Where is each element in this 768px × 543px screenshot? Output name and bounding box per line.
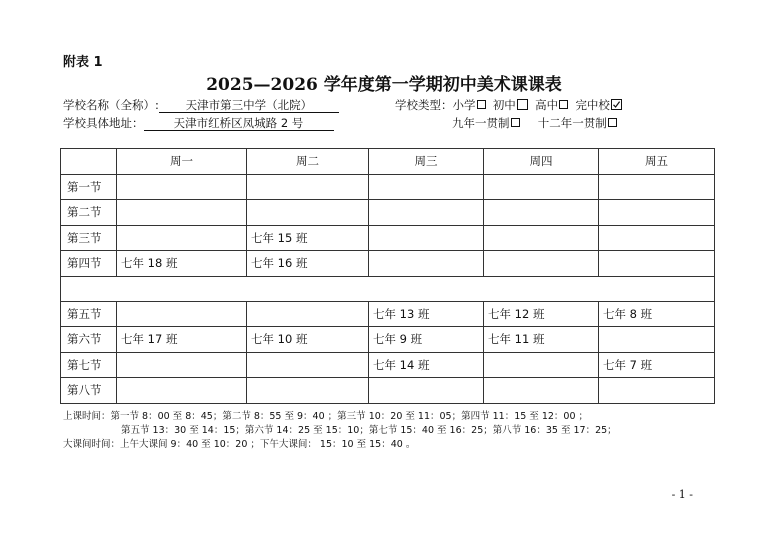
class-cell [484, 174, 599, 200]
table-row [61, 251, 715, 277]
class-cell [484, 225, 599, 251]
period-label: 第三节 [61, 225, 117, 251]
school-type-row [395, 97, 622, 113]
class-cell: 七年 10 班 [247, 327, 369, 353]
table-row [61, 352, 715, 378]
checkbox-complete-checked[interactable] [611, 99, 622, 110]
period-label: 第八节 [61, 378, 117, 404]
class-cell [117, 378, 247, 404]
period-label: 第一节 [61, 174, 117, 200]
break-cell [61, 276, 715, 301]
class-cell: 七年 16 班 [247, 251, 369, 277]
class-time-line-1: 上课时间：第一节 8：00 至 8：45；第二节 8：55 至 9：40 ；第三节 10：20 至 11：05；第四节 11：15 至 12：00 ； [63, 411, 589, 422]
class-cell [117, 200, 247, 226]
class-cell [484, 378, 599, 404]
checkbox-nine-year[interactable] [511, 118, 520, 127]
class-cell: 七年 7 班 [599, 352, 715, 378]
class-cell [369, 225, 484, 251]
class-cell [369, 174, 484, 200]
class-cell: 七年 11 班 [484, 327, 599, 353]
type-option-senior: 高中 [535, 98, 559, 112]
class-cell [247, 200, 369, 226]
table-row [61, 301, 715, 327]
class-cell: 七年 15 班 [247, 225, 369, 251]
page-number: - 1 - [671, 488, 693, 501]
class-cell: 七年 9 班 [369, 327, 484, 353]
day-header-fri: 周五 [599, 149, 715, 175]
class-cell [599, 327, 715, 353]
checkbox-junior[interactable] [517, 99, 528, 110]
class-cell: 七年 18 班 [117, 251, 247, 277]
class-cell [117, 301, 247, 327]
class-cell [599, 251, 715, 277]
class-cell [484, 251, 599, 277]
class-cell [484, 200, 599, 226]
checkmark-icon [612, 100, 621, 109]
class-cell [369, 200, 484, 226]
table-row [61, 200, 715, 226]
day-header-wed: 周三 [369, 149, 484, 175]
period-label: 第七节 [61, 352, 117, 378]
class-cell [247, 301, 369, 327]
table-row [61, 174, 715, 200]
corner-cell [61, 149, 117, 175]
schedule-table [60, 148, 715, 404]
class-cell: 七年 8 班 [599, 301, 715, 327]
school-name-value: 天津市第三中学（北院） [159, 99, 339, 113]
class-cell [484, 352, 599, 378]
checkbox-primary[interactable] [477, 100, 486, 109]
class-cell [369, 378, 484, 404]
period-label: 第二节 [61, 200, 117, 226]
break-row [61, 276, 715, 301]
school-system-row [452, 115, 617, 131]
break-time-line: 大课间时间：上午大课间 9：40 至 10：20 ；下午大课间： 15：10 至 15：40 。 [63, 439, 416, 450]
appendix-label: 附表 1 [63, 55, 103, 70]
table-row [61, 327, 715, 353]
class-cell [599, 174, 715, 200]
type-option-complete: 完中校 [575, 98, 610, 112]
class-cell: 七年 14 班 [369, 352, 484, 378]
checkbox-twelve-year[interactable] [608, 118, 617, 127]
school-type-label: 学校类型： [395, 98, 453, 112]
table-row [61, 225, 715, 251]
class-cell [117, 352, 247, 378]
page-title: 2025—2026 学年度第一学期初中美术课课表 [206, 75, 562, 95]
school-name-row [63, 97, 339, 113]
class-time-line-2: 第五节 13：30 至 14：15；第六节 14：25 至 15：10；第七节 15：40 至 16：25；第八节 16：35 至 17：25； [121, 425, 617, 436]
class-cell [247, 352, 369, 378]
class-cell [599, 200, 715, 226]
checkbox-senior[interactable] [559, 100, 568, 109]
day-header-mon: 周一 [117, 149, 247, 175]
class-cell: 七年 12 班 [484, 301, 599, 327]
system-option-nine: 九年一贯制 [452, 116, 510, 130]
table-row [61, 378, 715, 404]
class-cell [247, 378, 369, 404]
period-label: 第四节 [61, 251, 117, 277]
class-cell: 七年 13 班 [369, 301, 484, 327]
class-cell [599, 378, 715, 404]
type-option-junior: 初中 [492, 98, 516, 112]
class-cell [117, 174, 247, 200]
school-address-row [63, 115, 334, 131]
table-header-row [61, 149, 715, 175]
day-header-thu: 周四 [484, 149, 599, 175]
class-cell [599, 225, 715, 251]
period-label: 第五节 [61, 301, 117, 327]
school-address-label: 学校具体地址： [63, 116, 144, 130]
class-cell: 七年 17 班 [117, 327, 247, 353]
school-address-value: 天津市红桥区凤城路 2 号 [144, 117, 334, 131]
class-cell [117, 225, 247, 251]
school-name-label: 学校名称（全称）: [63, 98, 159, 112]
class-cell [369, 251, 484, 277]
period-label: 第六节 [61, 327, 117, 353]
day-header-tue: 周二 [247, 149, 369, 175]
type-option-primary: 小学 [452, 98, 476, 112]
class-cell [247, 174, 369, 200]
system-option-twelve: 十二年一贯制 [537, 116, 607, 130]
